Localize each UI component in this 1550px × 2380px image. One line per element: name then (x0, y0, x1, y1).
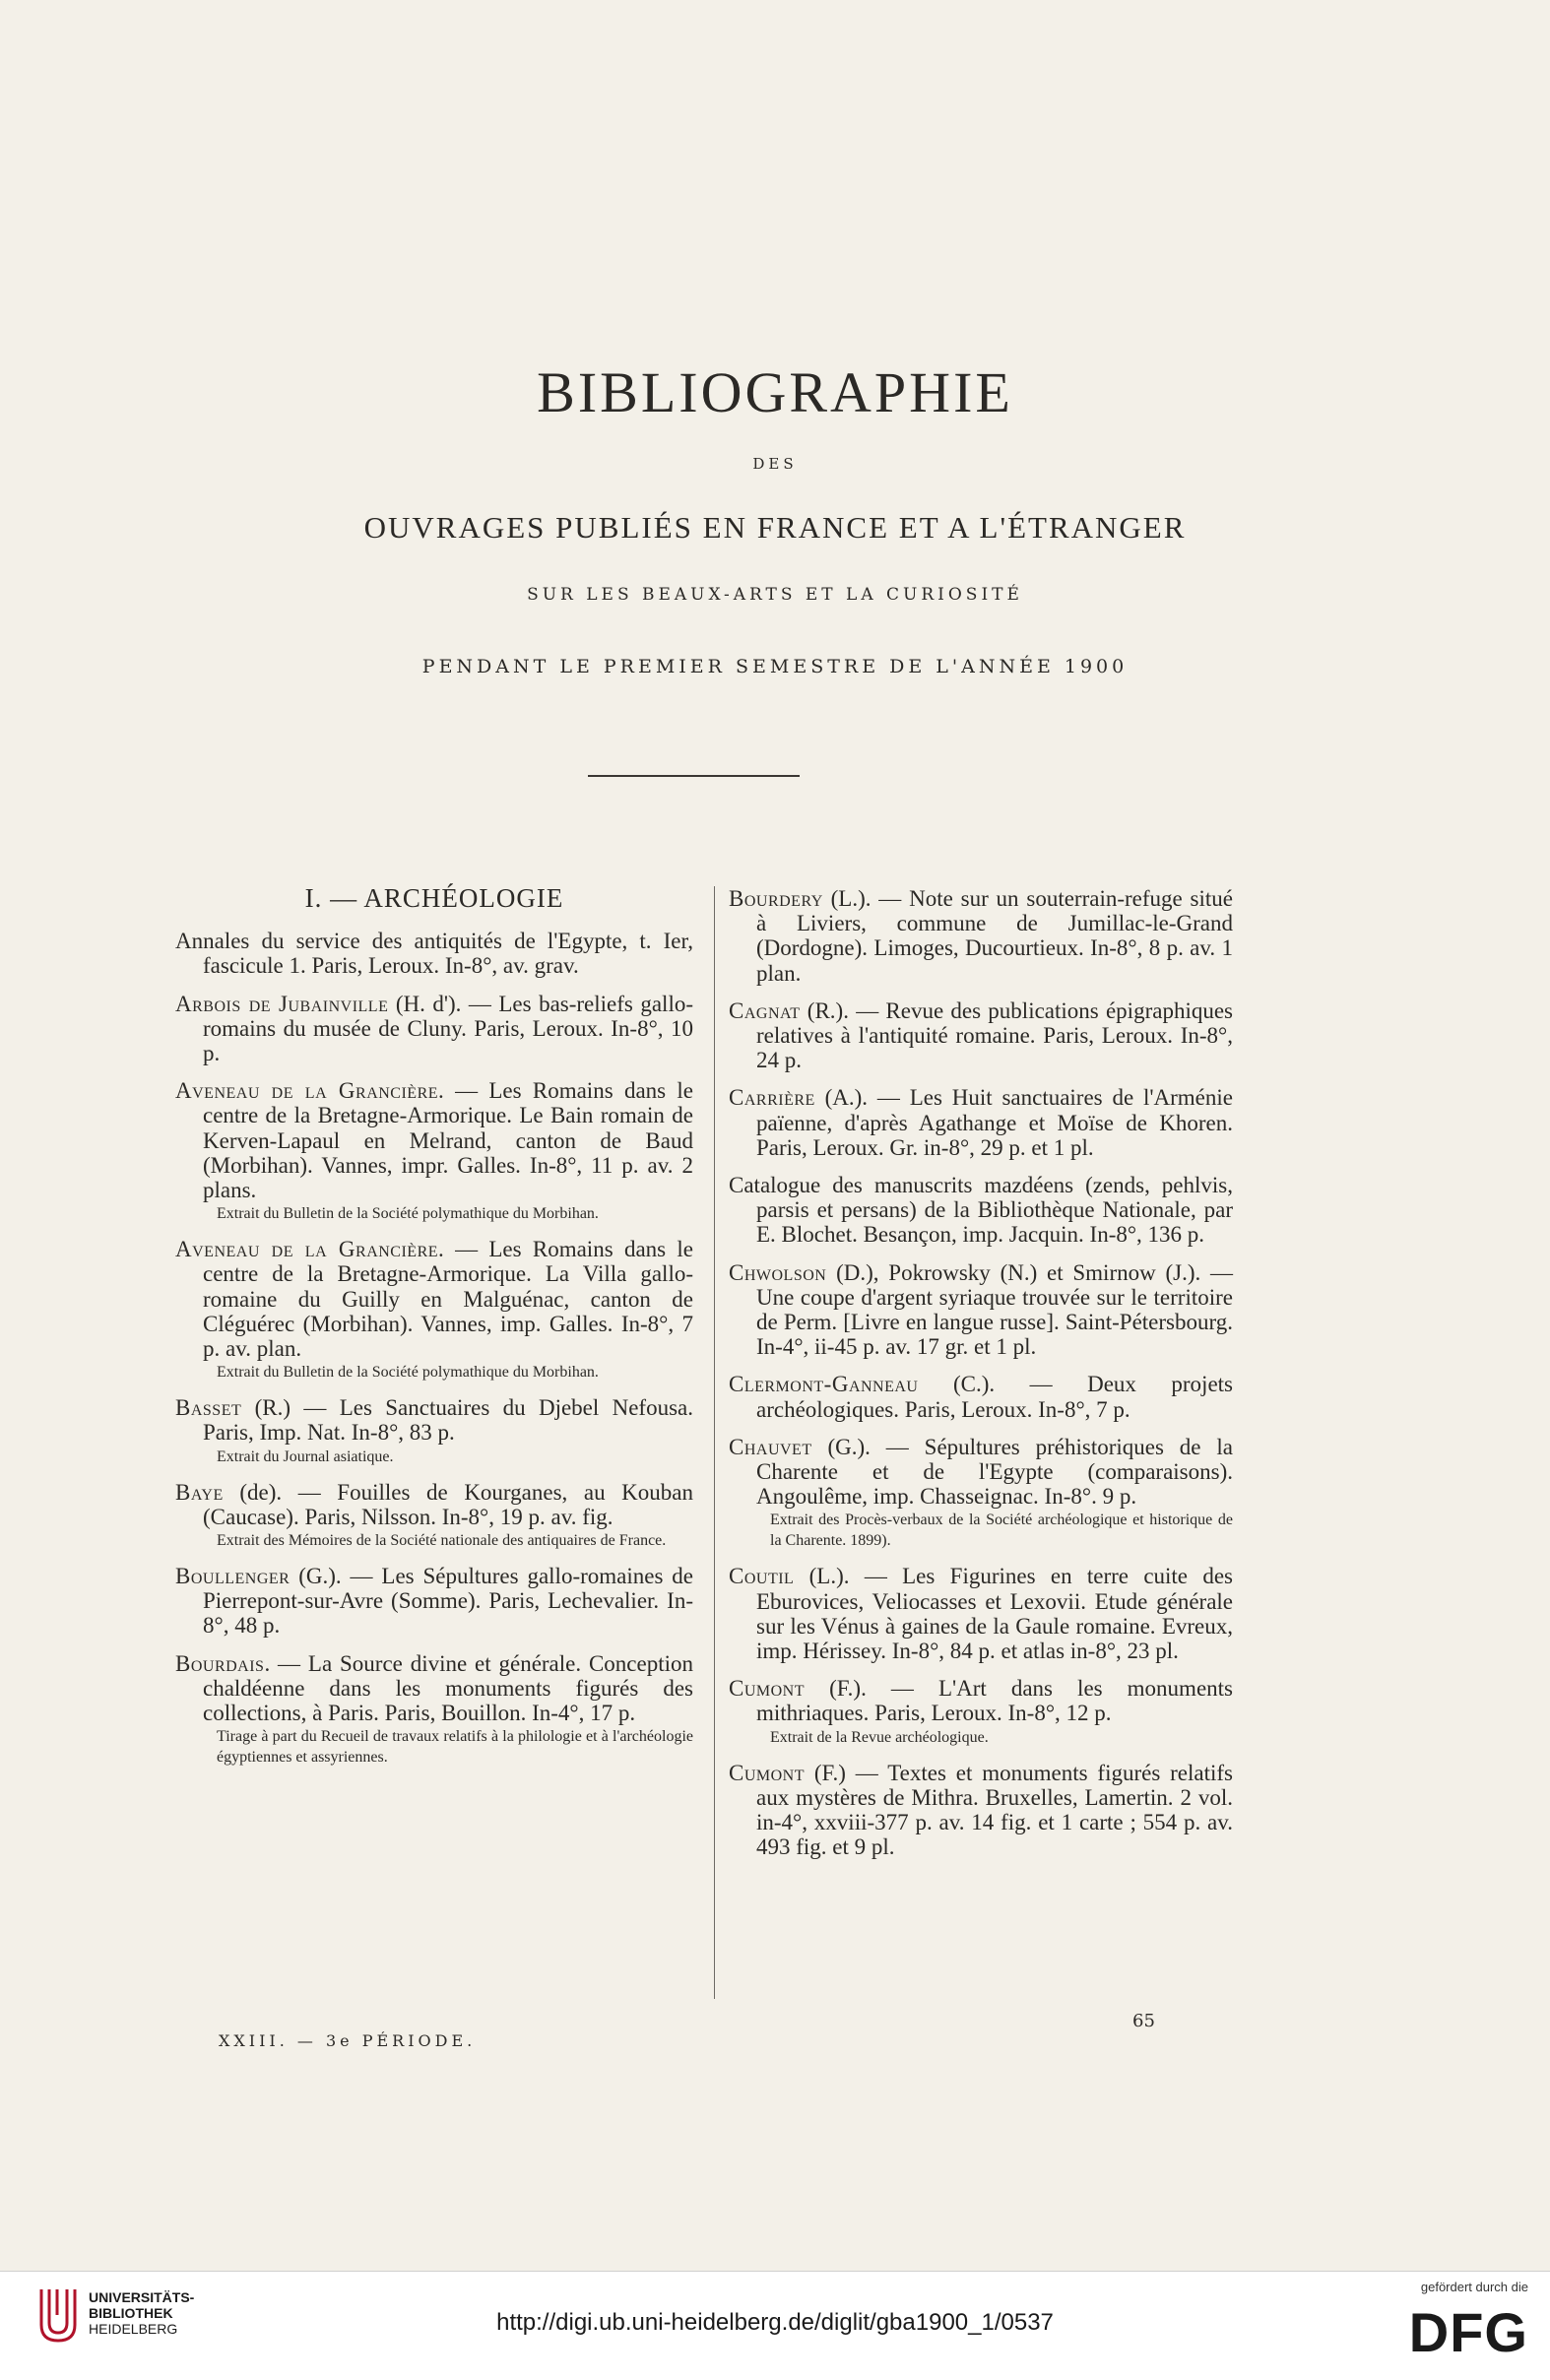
entry-note: Extrait du Journal asiatique. (217, 1447, 394, 1465)
entry-text: (R.) — Les Sanctuaires du Djebel Nefousa. Paris, Imp. Nat. In-8°, 83 p. (203, 1395, 693, 1446)
bibliography-entry (175, 1395, 693, 1466)
entry-text: (D.), Pokrowsky (N.) et Smirnow (J.). — Une coupe d'argent syriaque trouvée sur le territoire de Perm. [Livre en langue russe]. Saint-Pétersbourg. In-4°, ii-45 p. av. 17 gr. et 1 pl. (756, 1259, 1233, 1360)
entry-note: Extrait du Bulletin de la Société polymathique du Morbihan. (217, 1205, 599, 1223)
entry-author: Aveneau de la Grancière (175, 1078, 439, 1104)
page-title: BIBLIOGRAPHIE (537, 360, 1013, 424)
funding-caption: gefördert durch die (1420, 2280, 1528, 2294)
bibliography-entry (729, 1085, 1233, 1160)
entry-text: . — La Source divine et générale. Conception chaldéenne dans les monuments figurés des collections, à Paris. Paris, Bouillon. In-4°, 17 p. (203, 1650, 693, 1726)
entry-text: (R.). — Revue des publications épigraphiques relatives à l'antiquité romaine. Paris, Leroux. In-8°, 24 p. (756, 997, 1233, 1073)
entry-author: Arbois de Jubainville (175, 991, 389, 1016)
bibliography-entry (175, 1237, 693, 1383)
entry-text: (A.). — Les Huit sanctuaires de l'Arménie païenne, d'après Agathange et Moïse de Khoren. Paris, Leroux. Gr. in-8°, 29 p. et 1 pl. (756, 1085, 1233, 1160)
bibliography-entry (729, 998, 1233, 1073)
entry-author: Bourdais (175, 1650, 265, 1676)
entry-author: Bourdery (729, 886, 823, 911)
entry-text: (H. d'). — Les bas-reliefs gallo-romains du musée de Cluny. Paris, Leroux. In-8°, 10 p. (203, 991, 693, 1066)
right-column (729, 886, 1233, 1873)
entry-text: (L.). — Les Figurines en terre cuite des Eburovices, Veliocasses et Lexovii. Etude générale sur les Vénus à gaines de la Gaule romaine. Evreux, imp. Hérissey. In-8°, 84 p. et atlas in-8°, 23 pl. (756, 1564, 1233, 1664)
entry-text: Catalogue des manuscrits mazdéens (zends, pehlvis, parsis et persans) de la Bibliothèque Nationale, par E. Blochet. Besançon, imp. Jacquin. In-8°, 136 p. (729, 1173, 1233, 1248)
entry-author: Chwolson (729, 1259, 827, 1285)
bibliography-entry (175, 992, 693, 1066)
entry-author: Chauvet (729, 1434, 812, 1459)
column-divider (714, 886, 715, 1999)
title-connector: DES (752, 455, 798, 473)
bibliography-entry (175, 1078, 693, 1224)
page-subtitle-topic: SUR LES BEAUX-ARTS ET LA CURIOSITÉ (527, 585, 1023, 605)
entry-author: Basset (175, 1395, 242, 1421)
entry-author: Carrière (729, 1085, 815, 1111)
entry-author: Baye (175, 1479, 224, 1505)
title-divider (588, 775, 800, 777)
entry-text: (G.). — Sépultures préhistoriques de la Charente et de l'Egypte (comparaisons). Angoulême, imp. Chasseignac. In-8°. 9 p. (756, 1434, 1233, 1510)
bibliography-entry (729, 1435, 1233, 1552)
page-subtitle-period: PENDANT LE PREMIER SEMESTRE DE L'ANNÉE 1900 (421, 656, 1129, 677)
entry-text: (G.). — Les Sépultures gallo-romaines de Pierrepont-sur-Avre (Somme). Paris, Lechevalier. In-8°, 48 p. (203, 1564, 693, 1639)
left-column (175, 883, 693, 1780)
right-entry-list (729, 886, 1233, 1860)
bibliography-entry (175, 1480, 693, 1551)
bibliography-entry (729, 886, 1233, 986)
page-subtitle: OUVRAGES PUBLIÉS EN FRANCE ET A L'ÉTRANGER (363, 510, 1187, 545)
entry-note: Extrait des Procès-verbaux de la Société archéologique et historique de la Charente. 1899). (770, 1512, 1233, 1550)
bibliography-entry (729, 1676, 1233, 1747)
permalink-url[interactable]: http://digi.ub.uni-heidelberg.de/diglit/gba1900_1/0537 (496, 2309, 1054, 2336)
bibliography-entry (175, 1564, 693, 1639)
entry-note: Extrait de la Revue archéologique. (770, 1728, 989, 1746)
page-number: 65 (1132, 2011, 1155, 2031)
entry-author: Coutil (729, 1564, 795, 1589)
bibliography-entry (175, 1651, 693, 1769)
left-entry-list (175, 929, 693, 1768)
entry-author: Aveneau de la Grancière (175, 1237, 439, 1262)
entry-text: Annales du service des antiquités de l'Egypte, t. Ier, fascicule 1. Paris, Leroux. In-8°, av. grav. (175, 929, 693, 979)
bibliography-entry (729, 1260, 1233, 1360)
entry-text: . — Les Romains dans le centre de la Bretagne-Armorique. La Villa gallo-romaine du Guilly en Malguénac, canton de Cléguérec (Morbihan). Vannes, imp. Galles. In-8°, 7 p. av. plan. (203, 1237, 693, 1362)
entry-text: (L.). — Note sur un souterrain-refuge situé à Liviers, commune de Jumillac-le-Grand (Dordogne). Limoges, Ducourtieux. In-8°, 8 p. av. 1 plan. (756, 886, 1233, 986)
section-title: I. — ARCHÉOLOGIE (304, 883, 564, 913)
entry-author: Boullenger (175, 1564, 291, 1589)
bibliography-entry (729, 1761, 1233, 1860)
entry-text: (F.). — L'Art dans les monuments mithriaques. Paris, Leroux. In-8°, 12 p. (756, 1676, 1233, 1726)
entry-text: (de). — Fouilles de Kourganes, au Kouban (Caucase). Paris, Nilsson. In-8°, 19 p. av. fig. (203, 1479, 693, 1529)
entry-note: Extrait du Bulletin de la Société polymathique du Morbihan. (217, 1364, 599, 1382)
volume-footer: XXIII. — 3e PÉRIODE. (219, 2031, 477, 2050)
dfg-logo: DFG (1408, 2301, 1528, 2363)
bibliography-entry (729, 1564, 1233, 1663)
entry-text: (F.) — Textes et monuments figurés relatifs aux mystères de Mithra. Bruxelles, Lamertin. 2 vol. in-4°, xxviii-377 p. av. 14 fig. et 1 carte ; 554 p. av. 493 fig. et 9 pl. (756, 1760, 1233, 1860)
entry-text: . — Les Romains dans le centre de la Bretagne-Armorique. Le Bain romain de Kerven-Lapaul en Melrand, canton de Baud (Morbihan). Vannes, impr. Galles. In-8°, 11 p. av. 2 plans. (203, 1078, 693, 1203)
entry-note: Tirage à part du Recueil de travaux relatifs à la philologie et à l'archéologie égyptiennes et assyriennes. (217, 1728, 693, 1767)
entry-author: Clermont-Ganneau (729, 1372, 919, 1397)
entry-author: Cumont (729, 1760, 806, 1785)
bibliography-entry (175, 929, 693, 978)
entry-text: (C.). — Deux projets archéologiques. Paris, Leroux. In-8°, 7 p. (756, 1372, 1233, 1422)
entry-author: Cumont (729, 1676, 806, 1702)
digitization-banner (0, 2271, 1550, 2380)
bibliography-entry (729, 1372, 1233, 1421)
bibliography-entry (729, 1173, 1233, 1248)
library-name: UNIVERSITÄTS- BIBLIOTHEK HEIDELBERG (89, 2289, 195, 2337)
entry-author: Cagnat (729, 997, 801, 1023)
entry-note: Extrait des Mémoires de la Société nationale des antiquaires de France. (217, 1532, 667, 1550)
